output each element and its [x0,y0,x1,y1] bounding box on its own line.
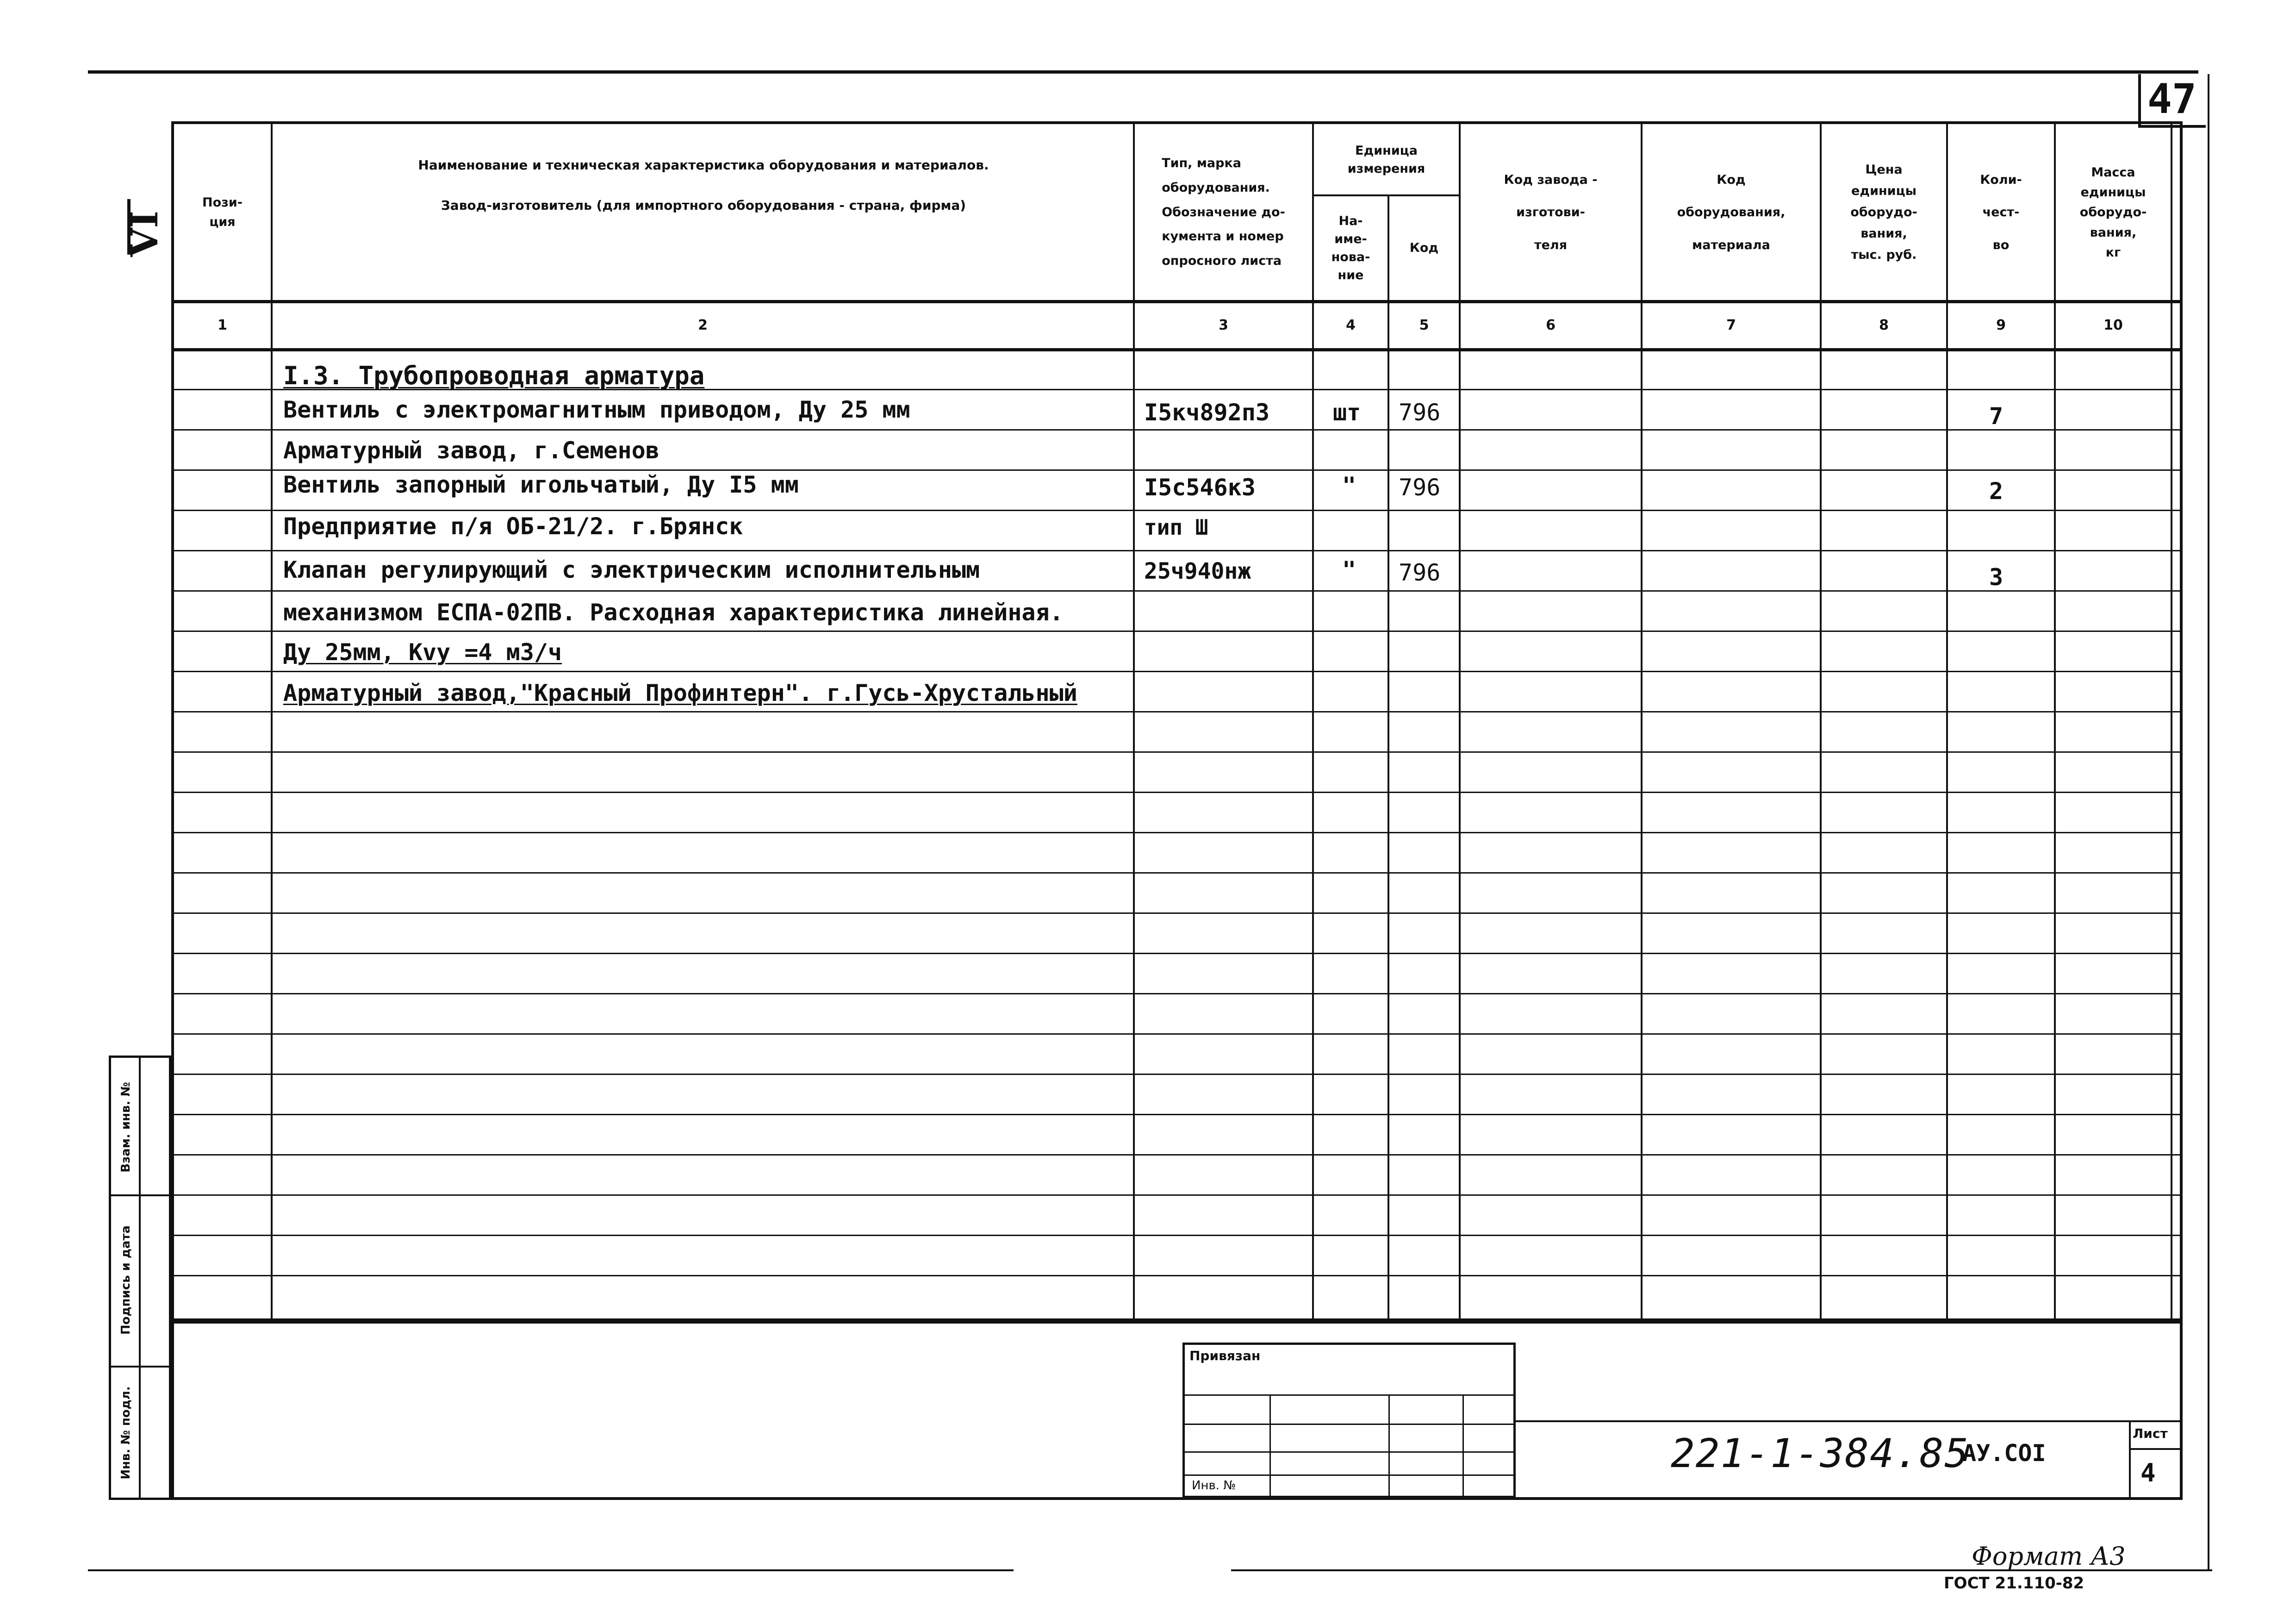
row-code: 796 [1399,399,1441,426]
col-number: 9 [1996,317,2006,333]
col-number: 6 [1546,317,1556,333]
sheet-label: Лист [2133,1426,2168,1441]
colnum-bottom-line [171,348,2183,351]
row-name: I.3. Трубопроводная арматура [283,361,705,390]
row-line [171,590,2183,592]
bottom-edge-line [88,1569,1014,1571]
sheet-box-divider [2129,1420,2131,1500]
privyazan-col [1388,1394,1390,1498]
header-unit-group: Единица измерения [1347,143,1425,176]
row-name: механизмом ЕСПА-02ПВ. Расходная характеристика линейная. [283,599,1064,626]
title-block-top [1516,1420,2183,1422]
side-stamp-inv-podl: Инв. № подл. [119,1386,133,1480]
corner-number: 47 [2147,75,2196,123]
row-line [171,510,2183,511]
row-line [171,1275,2183,1276]
sheet-box-sep [2129,1448,2183,1450]
row-line [171,872,2183,874]
header-unit-code: Код [1409,241,1439,256]
row-name: Арматурный завод,"Красный Профинтерн". г.Гусь-Хрустальный [283,680,1077,706]
col-number: 2 [698,317,708,333]
col-number: 8 [1879,317,1889,333]
row-type: I5с546к3 [1144,474,1256,501]
row-line [171,711,2183,712]
header-position: Пози- ция [202,195,243,229]
side-section-mark: VI [123,211,166,257]
row-line [171,1194,2183,1196]
privyazan-col [1462,1394,1464,1498]
col-line [1388,194,1389,1321]
header-type: Тип, марка оборудования. Обозначение до- кумента и номер опросного листа [1162,156,1285,268]
header-unit-name: На- име- нова- ние [1331,213,1370,283]
privyazan-row [1182,1424,1516,1425]
row-line [171,993,2183,994]
col-number: 3 [1219,317,1228,333]
row-name: Клапан регулирующий с электрическим исполнительным [283,556,980,583]
row-line [171,550,2183,551]
row-line [171,912,2183,914]
header-mass: Масса единицы оборудо- вания, кг [2079,165,2147,260]
row-name: Арматурный завод, г.Семенов [283,437,660,464]
row-line [171,1235,2183,1236]
header-name: Наименование и техническая характеристика оборудования и материалов. Завод-изготовитель (для импортного оборудования - страна, фирма) [418,157,989,213]
row-unit: " [1342,556,1356,583]
row-line [171,429,2183,431]
header-qty: Коли- чест- во [1980,173,2022,252]
row-line [171,469,2183,471]
col-number: 5 [1419,317,1429,333]
row-qty: 7 [1989,403,2004,430]
privyazan-row [1182,1474,1516,1476]
inv-no-label: Инв. № [1192,1479,1236,1493]
row-line [171,1154,2183,1156]
side-stamp-sign-date: Подпись и дата [119,1225,133,1335]
header-factory-code: Код завода - изготови- теля [1504,173,1598,252]
row-code: 796 [1399,559,1441,586]
row-line [171,832,2183,833]
row-type: 25ч940нж [1144,558,1251,584]
privyazan-label: Привязан [1189,1348,1261,1363]
row-qty: 3 [1989,564,2004,591]
row-line [171,751,2183,753]
row-line [171,1114,2183,1115]
top-edge-line [88,70,2198,74]
row-type: I5кч892п3 [1144,399,1269,426]
col-number: 1 [218,317,227,333]
side-stamp-divider [139,1056,141,1500]
side-mark-bar [127,199,131,255]
col-number: 7 [1726,317,1736,333]
row-name: Ду 25мм, Кvу =4 м3/ч [283,639,562,666]
document-mark: АУ.СОI [1962,1440,2046,1467]
sheet-number: 4 [2140,1458,2156,1487]
right-edge-line [2208,74,2209,1570]
header-equip-code: Код оборудования, материала [1677,173,1786,252]
row-type: тип Ш [1144,515,1208,540]
privyazan-row [1182,1394,1516,1396]
row-name: Предприятие п/я ОБ-21/2. г.Брянск [283,513,743,540]
row-line [171,1033,2183,1035]
row-line [171,671,2183,672]
document-code: 221-1-384.85 [1671,1430,1970,1477]
format-note: Формат А3 [1972,1542,2126,1571]
row-line [171,953,2183,954]
row-unit: " [1342,472,1356,499]
row-qty: 2 [1989,478,2004,505]
row-line [171,1074,2183,1075]
row-unit: шт [1333,399,1361,426]
privyazan-col [1269,1394,1271,1498]
side-stamp-vzam-inv: Взам. инв. № [119,1082,133,1173]
row-line [171,631,2183,632]
row-line [171,792,2183,793]
header-price: Цена единицы оборудо- вания, тыс. руб. [1850,162,1917,262]
privyazan-row [1182,1451,1516,1453]
row-name: Вентиль запорный игольчатый, Ду I5 мм [283,471,799,498]
row-name: Вентиль с электромагнитным приводом, Ду 25 мм [283,396,910,423]
gost-note: ГОСТ 21.110-82 [1944,1574,2084,1593]
col-number: 4 [1346,317,1356,333]
row-code: 796 [1399,474,1441,501]
col-number: 10 [2103,317,2123,333]
